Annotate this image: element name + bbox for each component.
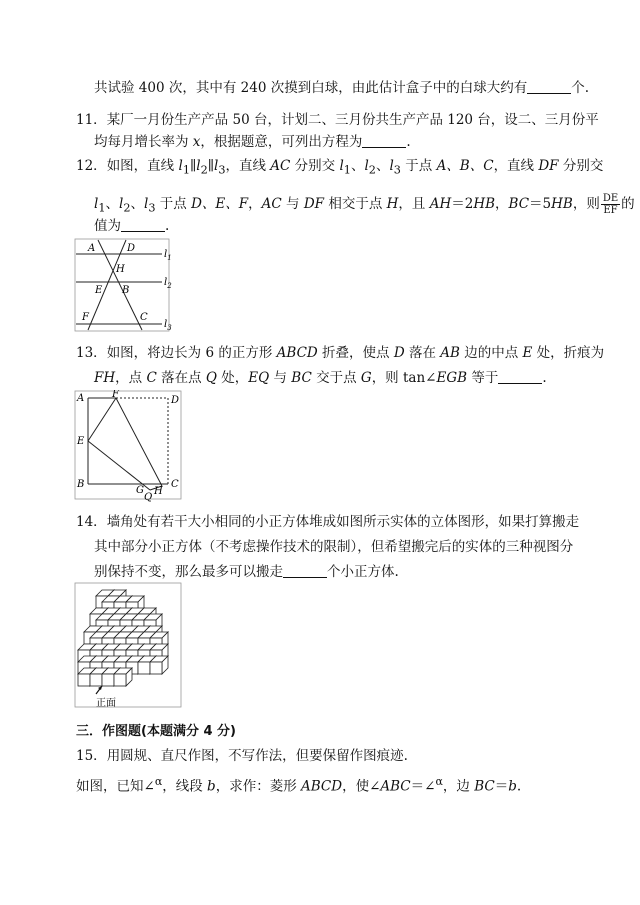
label-H: H — [116, 264, 125, 275]
label-G: G — [136, 485, 144, 496]
q12-line1: 12．如图，直线 $l_1\parallel l_2\parallel l_3$，直线 AC 分别交 $l_1$、$l_2$、$l_3$ 于点 A、B、C，直线 DF 分别交 — [76, 158, 604, 177]
q12-line2: $l_1$、$l_2$、$l_3$ 于点 D、E、F，AC 与 DF 相交于点 H，且 AH＝2HB，BC＝5HB，则 $\frac{DE}{EF}$ 的 — [94, 193, 635, 216]
section3-title: 三．作图题(本题满分 4 分) — [76, 724, 236, 739]
q13-figure — [74, 390, 186, 502]
label-Q: Q — [144, 492, 153, 502]
label-A: A — [77, 393, 85, 404]
label-B: B — [77, 479, 85, 490]
q11-number: 11． — [76, 112, 107, 128]
segment-fe — [88, 398, 116, 441]
q12-fraction: $\frac{DE}{EF}$ — [602, 193, 619, 216]
label-F: F — [112, 390, 119, 400]
q12-figure — [74, 238, 184, 334]
q14-line3: 别保持不变，那么最多可以搬走 个小正方体. — [94, 564, 399, 580]
q10-line1: 共试验 400 次，其中有 240 次摸到白球，由此估计盒子中的白球大约有 个. — [94, 80, 589, 96]
cube-stack — [78, 590, 168, 686]
segment-eq — [88, 441, 150, 490]
q14-number: 14． — [76, 514, 107, 530]
front-label: 正面 — [96, 698, 116, 709]
q13-line1: 13．如图，将边长为 6 的正方形 ABCD 折叠，使点 D 落在 AB 边的中点 E 处，折痕为 — [76, 345, 605, 361]
q15-line2: 如图，已知∠$^\alpha$，线段 b，求作：菱形 ABCD，使∠ABC＝∠$^\alpha$，边 BC＝b. — [76, 775, 522, 795]
label-l1: $l_1$ — [164, 249, 172, 262]
q14-answer-blank[interactable] — [283, 563, 327, 578]
q13-line2: FH，点 C 落在点 Q 处，EQ 与 BC 交于点 G，则 tan∠EGB 等于 . — [94, 370, 547, 386]
q11-line1: 11．某厂一月份生产产品 50 台，计划二、三月份共生产产品 120 台，设二、三月份平 — [76, 112, 599, 128]
label-C: C — [171, 479, 179, 490]
q12-number: 12． — [76, 158, 107, 174]
label-l3: $l_3$ — [164, 319, 172, 332]
label-F: F — [82, 312, 89, 323]
q10-answer-blank[interactable] — [527, 79, 571, 94]
label-C: C — [140, 312, 148, 323]
label-H: H — [154, 486, 163, 497]
label-D: D — [171, 395, 180, 406]
label-l2: $l_2$ — [164, 277, 172, 290]
q10-text: 共试验 400 次，其中有 240 次摸到白球，由此估计盒子中的白球大约有 — [94, 80, 528, 96]
q13-answer-blank[interactable] — [498, 369, 542, 384]
label-A: A — [88, 243, 96, 254]
q12-line3: 值为 . — [94, 218, 170, 234]
label-E: E — [95, 285, 103, 296]
q12-answer-blank[interactable] — [121, 217, 165, 232]
q15-line1: 15．用圆规、直尺作图，不写作法，但要保留作图痕迹. — [76, 748, 408, 764]
q14-line1: 14．墙角处有若干大小相同的小正方体堆成如图所示实体的立体图形，如果打算搬走 — [76, 514, 580, 530]
label-D: D — [127, 243, 136, 254]
q11-line2: 均每月增长率为 x，根据题意，可列出方程为 . — [94, 134, 411, 150]
q11-answer-blank[interactable] — [362, 133, 406, 148]
q15-number: 15． — [76, 748, 107, 764]
crease-fh — [116, 398, 162, 486]
q13-frame — [75, 391, 181, 499]
label-B: B — [122, 285, 130, 296]
q14-figure — [74, 582, 186, 714]
q14-line2: 其中部分小正方体（不考虑操作技术的限制），但希望搬完后的实体的三种视图分 — [94, 539, 574, 555]
label-E: E — [77, 436, 85, 447]
q13-number: 13． — [76, 345, 107, 361]
